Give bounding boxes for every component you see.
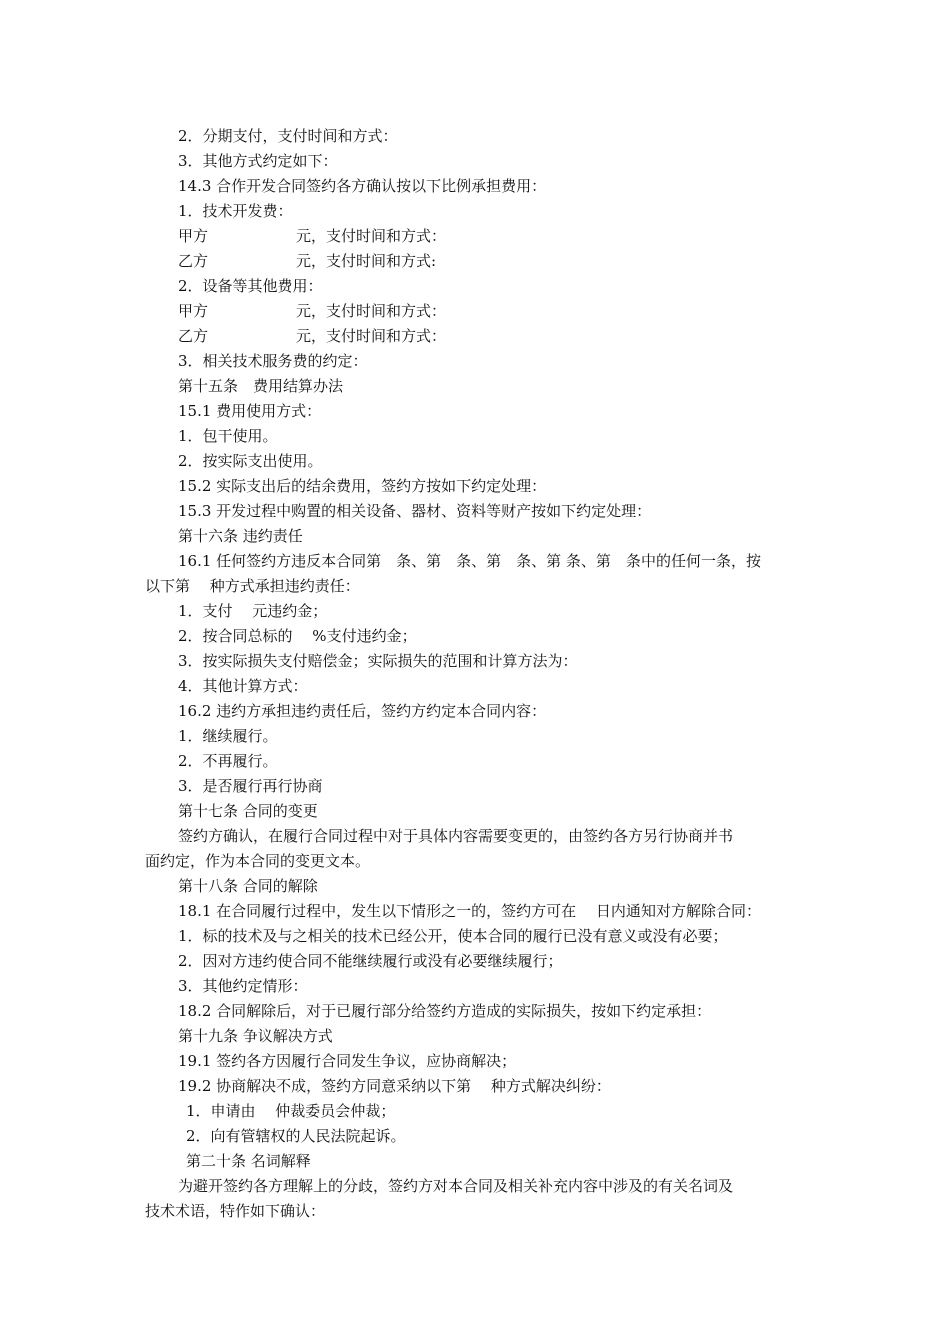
- article-20-heading: 第二十条 名词解释: [186, 1152, 311, 1170]
- line-dev-fee: 1．技术开发费：: [178, 202, 293, 220]
- line-other-method: 3．其他方式约定如下：: [178, 152, 338, 170]
- line-equipment-fee: 2．设备等其他费用：: [178, 277, 323, 295]
- clause-14-3: 14.3 合作开发合同签约各方确认按以下比例承担费用：: [178, 177, 547, 195]
- article-17-body: 签约方确认，在履行合同过程中对于具体内容需要变更的，由签约各方另行协商并书: [178, 827, 734, 845]
- clause-18-1: 18.1 在合同履行过程中，发生以下情形之一的，签约方可在 日内通知对方解除合同：: [178, 902, 761, 920]
- line-arbitration: 1．申请由 仲裁委员会仲裁；: [186, 1102, 396, 1120]
- line-penalty: 1．支付 元违约金；: [178, 602, 328, 620]
- party-a-equipment-fee: 甲方 元，支付时间和方式：: [178, 302, 447, 320]
- line-negotiate: 3．是否履行再行协商: [178, 777, 323, 795]
- line-no-perform: 2．不再履行。: [178, 752, 278, 770]
- line-actual-expense: 2．按实际支出使用。: [178, 452, 323, 470]
- article-17-body-cont: 面约定，作为本合同的变更文本。: [145, 852, 371, 870]
- clause-15-1: 15.1 费用使用方式：: [178, 402, 322, 420]
- article-19-heading: 第十九条 争议解决方式: [178, 1027, 333, 1045]
- line-actual-loss: 3．按实际损失支付赔偿金；实际损失的范围和计算方法为：: [178, 652, 578, 670]
- line-other-calc: 4．其他计算方式：: [178, 677, 308, 695]
- clause-15-2: 15.2 实际支出后的结余费用，签约方按如下约定处理：: [178, 477, 547, 495]
- clause-19-1: 19.1 签约各方因履行合同发生争议，应协商解决；: [178, 1052, 517, 1070]
- party-a-dev-fee: 甲方 元，支付时间和方式：: [178, 227, 447, 245]
- article-18-heading: 第十八条 合同的解除: [178, 877, 318, 895]
- line-tech-public: 1．标的技术及与之相关的技术已经公开，使本合同的履行已没有意义或没有必要；: [178, 927, 728, 945]
- line-installment: 2．分期支付，支付时间和方式：: [178, 127, 398, 145]
- article-17-heading: 第十七条 合同的变更: [178, 802, 318, 820]
- clause-18-2: 18.2 合同解除后，对于已履行部分给签约方造成的实际损失，按如下约定承担：: [178, 1002, 712, 1020]
- article-20-body: 为避开签约各方理解上的分歧，签约方对本合同及相关补充内容中涉及的有关名词及: [178, 1177, 734, 1195]
- clause-19-2: 19.2 协商解决不成，签约方同意采纳以下第 种方式解决纠纷：: [178, 1077, 611, 1095]
- party-b-equipment-fee: 乙方 元，支付时间和方式：: [178, 327, 447, 345]
- clause-15-3: 15.3 开发过程中购置的相关设备、器材、资料等财产按如下约定处理：: [178, 502, 652, 520]
- line-breach: 2．因对方违约使合同不能继续履行或没有必要继续履行；: [178, 952, 563, 970]
- line-lump-sum: 1．包干使用。: [178, 427, 278, 445]
- article-20-body-cont: 技术术语，特作如下确认：: [145, 1202, 326, 1220]
- party-b-dev-fee: 乙方 元，支付时间和方式:: [178, 252, 437, 270]
- article-15-heading: 第十五条 费用结算办法: [178, 377, 344, 395]
- article-16-heading: 第十六条 违约责任: [178, 527, 303, 545]
- clause-16-2: 16.2 违约方承担违约责任后，签约方约定本合同内容：: [178, 702, 547, 720]
- line-continue: 1．继续履行。: [178, 727, 278, 745]
- clause-16-1-cont: 以下第 种方式承担违约责任：: [145, 577, 360, 595]
- line-service-fee: 3．相关技术服务费的约定：: [178, 352, 368, 370]
- line-other-case: 3．其他约定情形：: [178, 977, 308, 995]
- line-court: 2．向有管辖权的人民法院起诉。: [186, 1127, 406, 1145]
- clause-16-1: 16.1 任何签约方违反本合同第 条、第 条、第 条、第 条、第 条中的任何一条，按: [178, 552, 761, 570]
- line-percent-penalty: 2．按合同总标的 %支付违约金；: [178, 627, 417, 645]
